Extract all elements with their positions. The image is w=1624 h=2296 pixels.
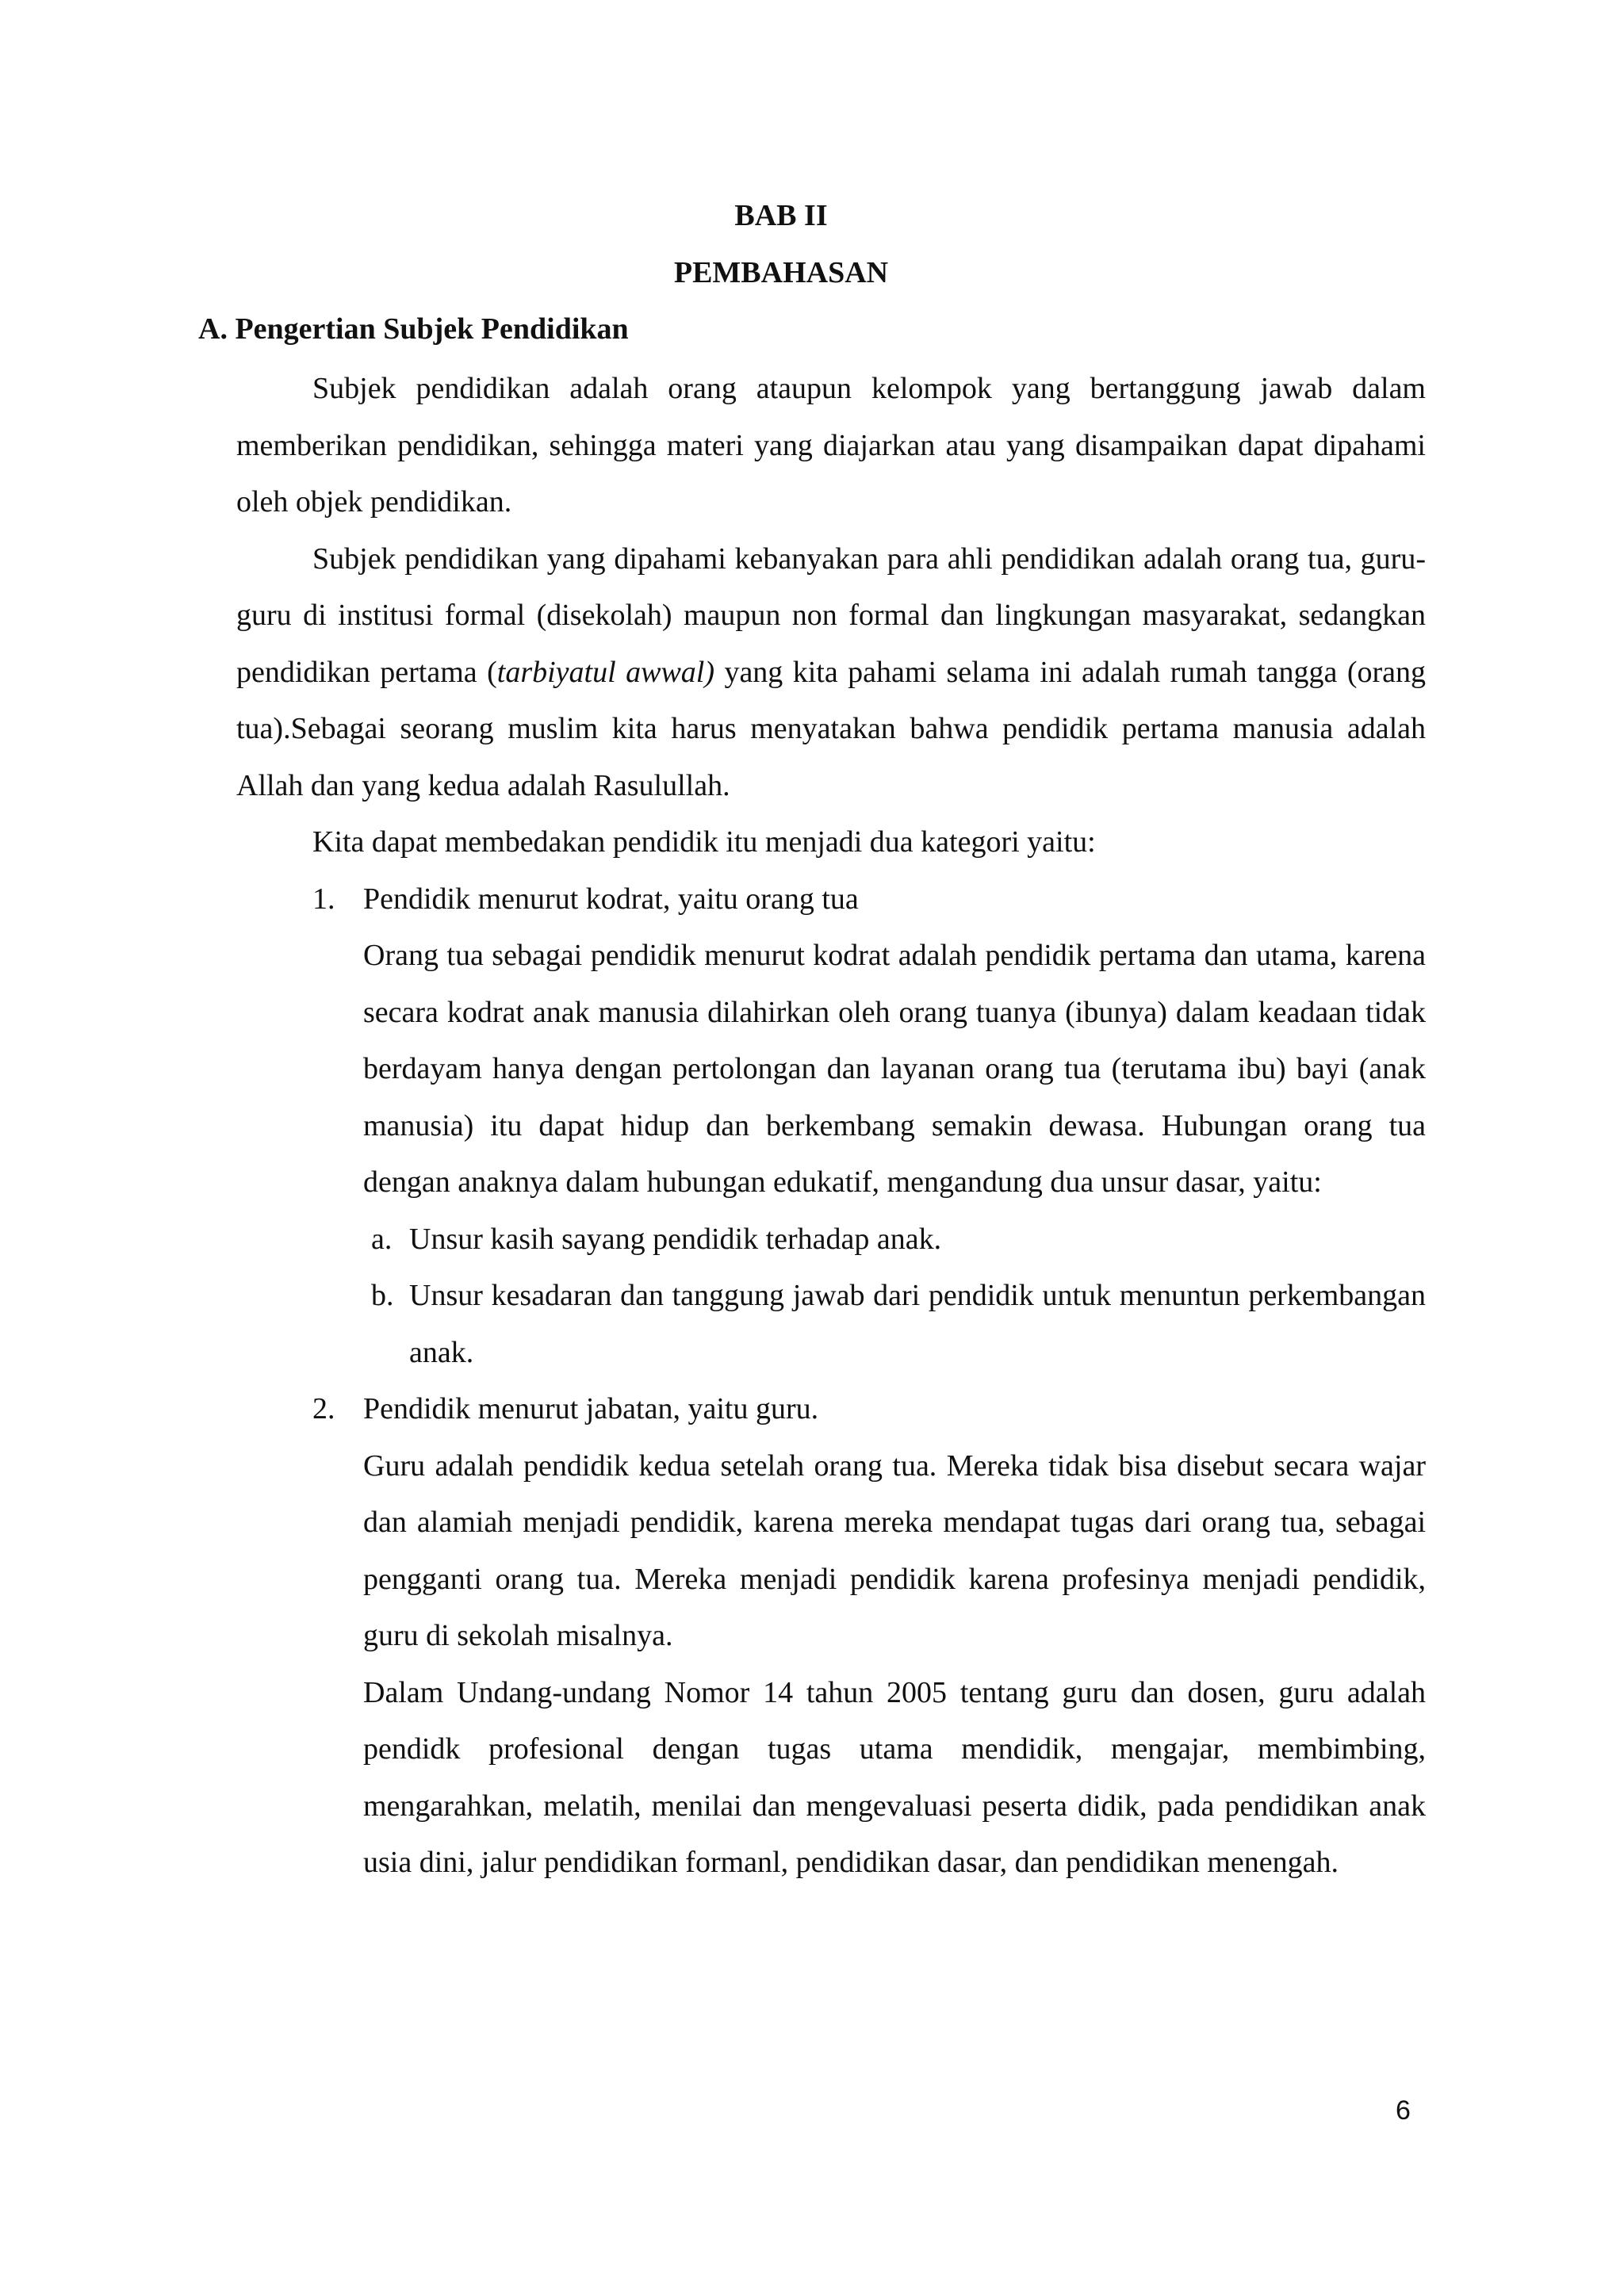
list-intro: Kita dapat membedakan pendidik itu menjadi dua kategori yaitu: xyxy=(312,825,1096,859)
sub-list-item xyxy=(363,1268,1426,1381)
sub-list-item-marker: b. xyxy=(371,1279,394,1312)
sub-list-item-marker: a. xyxy=(371,1222,393,1256)
numbered-list xyxy=(236,871,1426,1892)
section-heading: A. Pengertian Subjek Pendidikan xyxy=(198,312,629,346)
list-item-paragraph: Guru adalah pendidik kedua setelah orang tua. Mereka tidak bisa disebut secara wajar dan alamiah menjadi pendidik, karena mereka mendapat tugas dari orang tua, sebagai pengganti orang tua. Mereka menjadi pendidik karena profesinya menjadi pendidik, guru di sekolah misalnya. xyxy=(363,1448,1426,1652)
sub-list-item-text: Unsur kesadaran dan tanggung jawab dari pendidik untuk menuntun perkembangan anak. xyxy=(409,1279,1426,1369)
list-item xyxy=(236,1381,1426,1892)
sub-list-item xyxy=(363,1211,1426,1269)
list-item-marker: 1. xyxy=(312,882,335,916)
sub-list-item-text: Unsur kasih sayang pendidik terhadap anak. xyxy=(409,1222,942,1256)
chapter-number: BAB II xyxy=(734,199,828,232)
list-item xyxy=(236,871,1426,1382)
list-item-marker: 2. xyxy=(312,1392,335,1425)
list-item-paragraph: Dalam Undang-undang Nomor 14 tahun 2005 tentang guru dan dosen, guru adalah pendidk profesional dengan tugas utama mendidik, mengajar, membimbing, mengarahkan, melatih, menilai dan mengevaluasi peserta didik, pada pendidikan anak usia dini, jalur pendidikan formanl, pendidikan dasar, dan pendidikan menengah. xyxy=(363,1675,1426,1879)
section-body xyxy=(236,361,1426,1892)
chapter-title: PEMBAHASAN xyxy=(673,256,889,289)
paragraph-text: yang kita pahami selama ini adalah rumah tangga (orang tua).Sebagai seorang muslim kita harus menyatakan bahwa pendidik pertama manusia adalah Allah dan yang kedua adalah Rasulullah. xyxy=(236,655,1426,802)
italic-term: tarbiyatul awwal) xyxy=(496,655,714,689)
list-item-paragraph: Orang tua sebagai pendidik menurut kodrat adalah pendidik pertama dan utama, karena secara kodrat anak manusia dilahirkan oleh orang tuanya (ibunya) dalam keadaan tidak berdayam hanya dengan pertolongan dan layanan orang tua (terutama ibu) bayi (anak manusia) itu dapat hidup dan berkembang semakin dewasa. Hubungan orang tua dengan anaknya dalam hubungan edukatif, mengandung dua unsur dasar, yaitu: xyxy=(363,939,1426,1199)
list-item-title: Pendidik menurut kodrat, yaitu orang tua xyxy=(363,882,859,916)
paragraph: Subjek pendidikan adalah orang ataupun kelompok yang bertanggung jawab dalam memberikan pendidikan, sehingga materi yang diajarkan atau yang disampaikan dapat dipahami oleh objek pendidikan. xyxy=(236,372,1426,519)
paragraph xyxy=(236,531,1426,815)
paragraph-text: Subjek pendidikan yang dipahami kebanyakan para ahli pendidikan adalah orang tua, guru-guru di institusi formal (disekolah) maupun non formal dan lingkungan masyarakat, sedangkan pendidikan pertama ( xyxy=(236,541,1426,689)
list-item-title: Pendidik menurut jabatan, yaitu guru. xyxy=(363,1392,819,1425)
page-number: 6 xyxy=(1396,2095,1411,2126)
